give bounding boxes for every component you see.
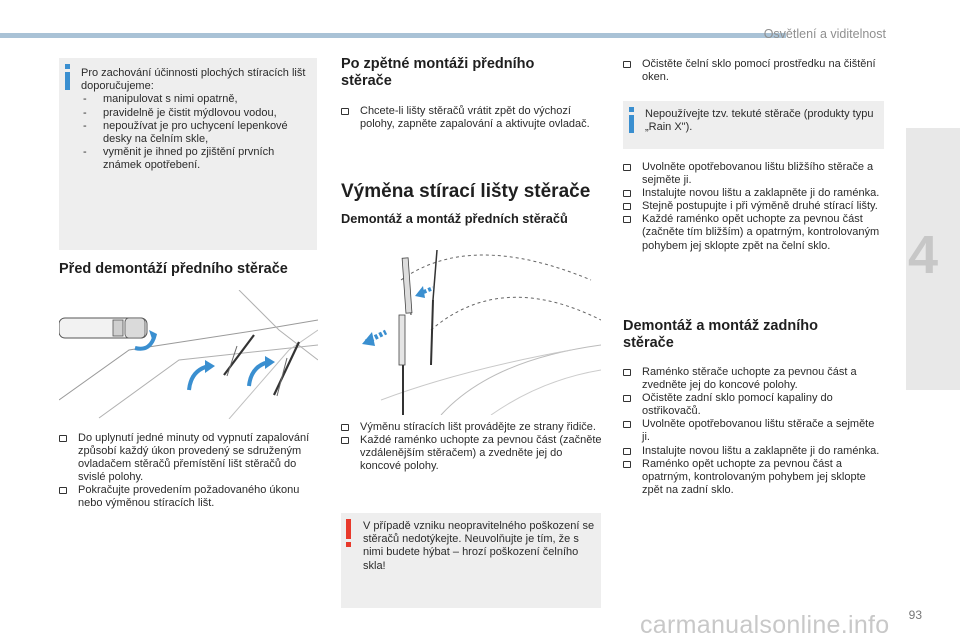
checkbox-bullet-icon bbox=[341, 437, 349, 444]
bullets-rear-wiper bbox=[623, 366, 885, 497]
info-box-care bbox=[59, 58, 317, 250]
list-item: Každé raménko uchopte za pevnou část (začněte vzdálenějším stěračem) a zvedněte jej do koncové polohy. bbox=[341, 434, 603, 473]
list-item: Raménko opět uchopte za pevnou část a opatrným, kontrolovaným pohybem jej sklopte zpět na zadní sklo. bbox=[623, 458, 885, 497]
checkbox-bullet-icon bbox=[623, 216, 631, 223]
bullets-before-removal bbox=[59, 432, 321, 511]
illustration-wiper-stalk bbox=[59, 290, 318, 419]
checkbox-bullet-icon bbox=[59, 487, 67, 494]
watermark: carmanualsonline.info bbox=[640, 611, 890, 639]
warning-icon bbox=[346, 519, 352, 549]
warning-text: V případě vzniku neopravitelného poškození se stěračů nedotýkejte. Neuvolňujte je tím, že s nimi budete hýbat – hrozí poškození čelního skla! bbox=[363, 520, 595, 572]
list-item: Očistěte zadní sklo pomocí kapaliny do ostřikovačů. bbox=[623, 392, 885, 418]
list-item: Očistěte čelní sklo pomocí prostředku na čištění oken. bbox=[623, 58, 885, 84]
section-title: Osvětlení a viditelnost bbox=[763, 27, 886, 41]
checkbox-bullet-icon bbox=[341, 108, 349, 115]
list-item: Do uplynutí jedné minuty od vypnutí zapalování způsobí každý úkon provedený se sdruženým ovladačem stěračů přemístění lišt stěračů do svislé polohy. bbox=[59, 432, 321, 484]
checkbox-bullet-icon bbox=[623, 448, 631, 455]
list-item: - nepoužívat je pro uchycení lepenkové desky na čelním skle, bbox=[81, 120, 313, 146]
checkbox-bullet-icon bbox=[623, 421, 631, 428]
warning-box bbox=[341, 513, 601, 608]
page-number: 93 bbox=[908, 608, 922, 622]
header-bar bbox=[0, 33, 786, 38]
checkbox-bullet-icon bbox=[623, 61, 631, 68]
list-item: Každé raménko opět uchopte za pevnou část (začněte tím bližším) a opatrným, kontrolovaným pohybem jej sklopte zpět na čelní sklo. bbox=[623, 213, 885, 252]
list-item: Výměnu stíracích lišt provádějte ze strany řidiče. bbox=[341, 421, 603, 434]
heading-before-removal: Před demontáží předního stěrače bbox=[59, 261, 288, 277]
list-item: Instalujte novou lištu a zaklapněte ji do raménka. bbox=[623, 445, 885, 458]
list-item: - pravidelně je čistit mýdlovou vodou, bbox=[81, 107, 313, 120]
illustration-front-wipers bbox=[341, 240, 601, 415]
list-item: Uvolněte opotřebovanou lištu bližšího stěrače a sejměte ji. bbox=[623, 161, 885, 187]
info-icon bbox=[65, 64, 70, 90]
info-box-rain-x bbox=[623, 101, 884, 149]
checkbox-bullet-icon bbox=[623, 461, 631, 468]
info-text: Nepoužívejte tzv. tekuté stěrače (produkty typu „Rain X"). bbox=[645, 108, 874, 134]
heading-after-refit: Po zpětné montáži předního stěrače bbox=[341, 56, 535, 89]
info-intro: Pro zachování účinnosti plochých stíracích lišt doporučujeme: bbox=[81, 67, 306, 93]
info-icon bbox=[629, 107, 634, 133]
list-item: - vyměnit je ihned po zjištění prvních známek opotřebení. bbox=[81, 146, 313, 172]
subheading-front-wipers: Demontáž a montáž předních stěračů bbox=[341, 211, 568, 226]
list-item: Stejně postupujte i při výměně druhé stírací lišty. bbox=[623, 200, 885, 213]
bullets-front-wipers bbox=[341, 421, 603, 473]
list-item: Uvolněte opotřebovanou lištu stěrače a sejměte ji. bbox=[623, 418, 885, 444]
bullets-replace-blades bbox=[623, 161, 885, 253]
checkbox-bullet-icon bbox=[623, 369, 631, 376]
checkbox-bullet-icon bbox=[623, 203, 631, 210]
list-item: Chcete-li lišty stěračů vrátit zpět do výchozí polohy, zapněte zapalování a aktivujte ovladač. bbox=[341, 105, 601, 131]
checkbox-bullet-icon bbox=[341, 424, 349, 431]
checkbox-bullet-icon bbox=[623, 395, 631, 402]
list-item: Raménko stěrače uchopte za pevnou část a zvedněte jej do koncové polohy. bbox=[623, 366, 885, 392]
list-item: Pokračujte provedením požadovaného úkonu nebo výměnou stíracích lišt. bbox=[59, 484, 321, 510]
checkbox-bullet-icon bbox=[623, 164, 631, 171]
heading-rear-wiper: Demontáž a montáž zadního stěrače bbox=[623, 318, 818, 351]
list-item: Instalujte novou lištu a zaklapněte ji do raménka. bbox=[623, 187, 885, 200]
heading-blade-replacement: Výměna stírací lišty stěrače bbox=[341, 181, 591, 202]
checkbox-bullet-icon bbox=[59, 435, 67, 442]
list-item: - manipulovat s nimi opatrně, bbox=[81, 93, 313, 106]
chapter-number: 4 bbox=[908, 225, 939, 285]
care-list bbox=[81, 93, 313, 172]
bullets-clean-windscreen bbox=[623, 58, 885, 84]
checkbox-bullet-icon bbox=[623, 190, 631, 197]
bullets-after-refit bbox=[341, 105, 601, 131]
